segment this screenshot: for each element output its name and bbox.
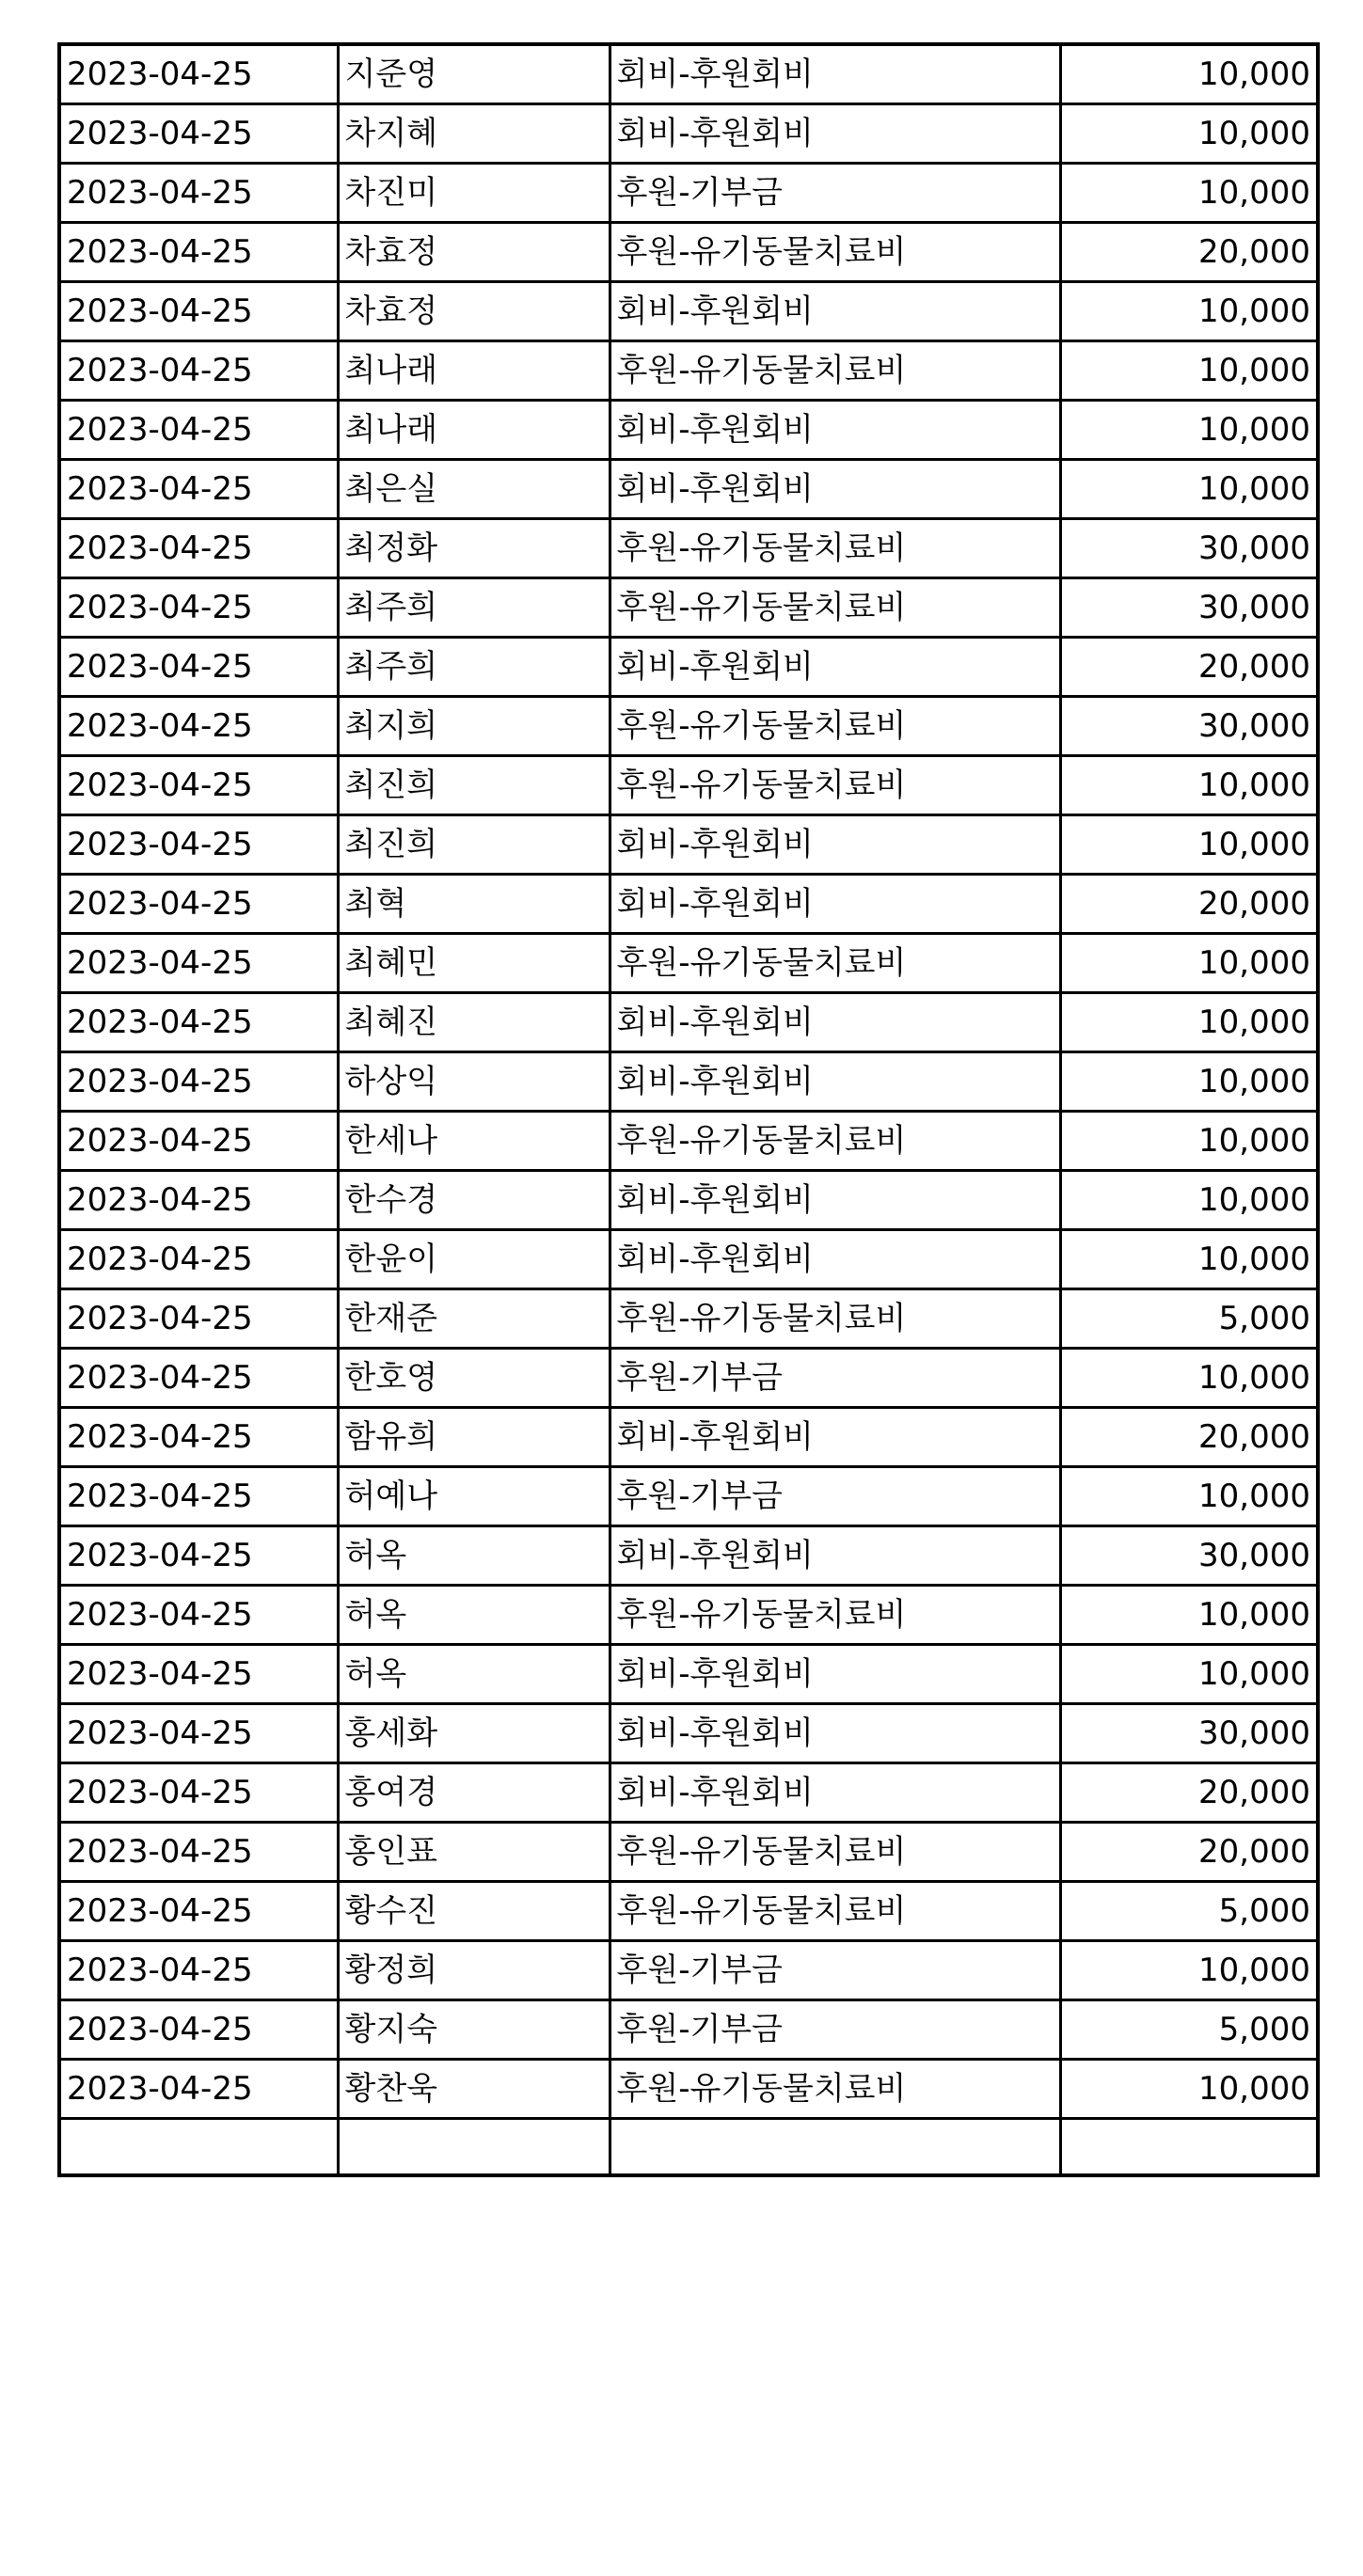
table-row	[59, 1823, 1318, 1882]
amount-cell: 10,000	[1060, 460, 1318, 519]
table-row	[59, 104, 1318, 164]
date-cell: 2023-04-25	[59, 1586, 338, 1645]
donor-name-cell: 황수진	[338, 1882, 610, 1941]
donor-name-cell: 최정화	[338, 519, 610, 578]
donor-name-cell: 허옥	[338, 1526, 610, 1586]
table-row	[59, 697, 1318, 756]
category-cell: 회비-후원회비	[610, 1052, 1060, 1112]
donor-name-cell: 허예나	[338, 1467, 610, 1526]
donor-name-cell: 최나래	[338, 401, 610, 460]
category-cell: 회비-후원회비	[610, 1526, 1060, 1586]
category-cell: 후원-유기동물치료비	[610, 1289, 1060, 1349]
category-cell	[610, 2119, 1060, 2175]
table-row	[59, 638, 1318, 697]
category-cell: 회비-후원회비	[610, 638, 1060, 697]
date-cell: 2023-04-25	[59, 934, 338, 993]
category-cell: 후원-유기동물치료비	[610, 756, 1060, 815]
amount-cell: 20,000	[1060, 223, 1318, 282]
category-cell: 회비-후원회비	[610, 1763, 1060, 1823]
amount-cell: 30,000	[1060, 578, 1318, 638]
table-row	[59, 1526, 1318, 1586]
donor-name-cell: 한윤이	[338, 1230, 610, 1289]
donor-name-cell: 차진미	[338, 164, 610, 223]
donor-name-cell: 홍인표	[338, 1823, 610, 1882]
table-row	[59, 44, 1318, 104]
category-cell: 회비-후원회비	[610, 460, 1060, 519]
date-cell: 2023-04-25	[59, 1882, 338, 1941]
donor-name-cell: 최주희	[338, 578, 610, 638]
table-row	[59, 578, 1318, 638]
donor-name-cell: 차효정	[338, 223, 610, 282]
table-row	[59, 1645, 1318, 1704]
table-row	[59, 815, 1318, 875]
table-row	[59, 401, 1318, 460]
amount-cell: 10,000	[1060, 815, 1318, 875]
table-row	[59, 1763, 1318, 1823]
table-row	[59, 1112, 1318, 1171]
category-cell: 후원-유기동물치료비	[610, 1586, 1060, 1645]
table-row	[59, 282, 1318, 341]
category-cell: 회비-후원회비	[610, 875, 1060, 934]
date-cell: 2023-04-25	[59, 164, 338, 223]
amount-cell: 10,000	[1060, 104, 1318, 164]
amount-cell: 10,000	[1060, 164, 1318, 223]
amount-cell: 10,000	[1060, 1112, 1318, 1171]
ledger-sheet	[57, 42, 1316, 2177]
donor-name-cell: 최주희	[338, 638, 610, 697]
category-cell: 후원-유기동물치료비	[610, 519, 1060, 578]
donor-name-cell: 차지혜	[338, 104, 610, 164]
date-cell: 2023-04-25	[59, 1171, 338, 1230]
donor-name-cell: 황지숙	[338, 2000, 610, 2060]
table-row	[59, 1408, 1318, 1467]
amount-cell: 20,000	[1060, 638, 1318, 697]
date-cell: 2023-04-25	[59, 1941, 338, 2000]
amount-cell: 30,000	[1060, 1526, 1318, 1586]
category-cell: 후원-유기동물치료비	[610, 1882, 1060, 1941]
donor-name-cell: 한세나	[338, 1112, 610, 1171]
category-cell: 후원-유기동물치료비	[610, 1112, 1060, 1171]
amount-cell: 30,000	[1060, 1704, 1318, 1763]
donor-name-cell: 황찬욱	[338, 2060, 610, 2119]
donor-name-cell: 최혁	[338, 875, 610, 934]
table-row	[59, 1349, 1318, 1408]
category-cell: 후원-유기동물치료비	[610, 2060, 1060, 2119]
category-cell: 후원-기부금	[610, 1467, 1060, 1526]
donor-name-cell: 최혜민	[338, 934, 610, 993]
donor-name-cell: 함유희	[338, 1408, 610, 1467]
date-cell: 2023-04-25	[59, 1112, 338, 1171]
date-cell: 2023-04-25	[59, 756, 338, 815]
table-row	[59, 2060, 1318, 2119]
amount-cell: 10,000	[1060, 1586, 1318, 1645]
category-cell: 회비-후원회비	[610, 401, 1060, 460]
donation-ledger-table	[57, 42, 1320, 2177]
amount-cell: 20,000	[1060, 1408, 1318, 1467]
table-row	[59, 756, 1318, 815]
donor-name-cell	[338, 2119, 610, 2175]
date-cell: 2023-04-25	[59, 460, 338, 519]
table-row	[59, 1941, 1318, 2000]
date-cell: 2023-04-25	[59, 104, 338, 164]
amount-cell	[1060, 2119, 1318, 2175]
amount-cell: 10,000	[1060, 1941, 1318, 2000]
donor-name-cell: 홍여경	[338, 1763, 610, 1823]
category-cell: 회비-후원회비	[610, 282, 1060, 341]
table-row	[59, 341, 1318, 401]
donor-name-cell: 차효정	[338, 282, 610, 341]
amount-cell: 10,000	[1060, 341, 1318, 401]
amount-cell: 30,000	[1060, 519, 1318, 578]
table-row	[59, 1467, 1318, 1526]
amount-cell: 20,000	[1060, 1823, 1318, 1882]
category-cell: 후원-기부금	[610, 164, 1060, 223]
table-row	[59, 1171, 1318, 1230]
category-cell: 후원-유기동물치료비	[610, 341, 1060, 401]
date-cell: 2023-04-25	[59, 1763, 338, 1823]
table-row	[59, 2000, 1318, 2060]
amount-cell: 5,000	[1060, 1882, 1318, 1941]
amount-cell: 20,000	[1060, 875, 1318, 934]
table-row	[59, 934, 1318, 993]
donor-name-cell: 한호영	[338, 1349, 610, 1408]
date-cell: 2023-04-25	[59, 1408, 338, 1467]
donor-name-cell: 최지희	[338, 697, 610, 756]
date-cell: 2023-04-25	[59, 638, 338, 697]
category-cell: 회비-후원회비	[610, 1645, 1060, 1704]
table-row	[59, 1230, 1318, 1289]
table-row	[59, 460, 1318, 519]
category-cell: 회비-후원회비	[610, 815, 1060, 875]
category-cell: 회비-후원회비	[610, 1171, 1060, 1230]
date-cell: 2023-04-25	[59, 1645, 338, 1704]
date-cell: 2023-04-25	[59, 1230, 338, 1289]
category-cell: 후원-유기동물치료비	[610, 934, 1060, 993]
amount-cell: 5,000	[1060, 2000, 1318, 2060]
table-row	[59, 875, 1318, 934]
date-cell: 2023-04-25	[59, 341, 338, 401]
date-cell: 2023-04-25	[59, 44, 338, 104]
category-cell: 회비-후원회비	[610, 104, 1060, 164]
donor-name-cell: 최혜진	[338, 993, 610, 1052]
date-cell: 2023-04-25	[59, 1467, 338, 1526]
amount-cell: 10,000	[1060, 756, 1318, 815]
category-cell: 후원-유기동물치료비	[610, 697, 1060, 756]
date-cell: 2023-04-25	[59, 993, 338, 1052]
table-row	[59, 993, 1318, 1052]
category-cell: 후원-기부금	[610, 1349, 1060, 1408]
date-cell: 2023-04-25	[59, 282, 338, 341]
amount-cell: 10,000	[1060, 1349, 1318, 1408]
date-cell: 2023-04-25	[59, 401, 338, 460]
table-row	[59, 1052, 1318, 1112]
amount-cell: 10,000	[1060, 282, 1318, 341]
category-cell: 회비-후원회비	[610, 44, 1060, 104]
date-cell: 2023-04-25	[59, 223, 338, 282]
date-cell: 2023-04-25	[59, 875, 338, 934]
amount-cell: 10,000	[1060, 401, 1318, 460]
table-row	[59, 1586, 1318, 1645]
amount-cell: 30,000	[1060, 697, 1318, 756]
table-row	[59, 1704, 1318, 1763]
date-cell	[59, 2119, 338, 2175]
ledger-body	[59, 44, 1318, 2175]
donor-name-cell: 최진희	[338, 815, 610, 875]
date-cell: 2023-04-25	[59, 1349, 338, 1408]
amount-cell: 10,000	[1060, 44, 1318, 104]
amount-cell: 10,000	[1060, 1052, 1318, 1112]
category-cell: 회비-후원회비	[610, 1704, 1060, 1763]
table-row	[59, 1289, 1318, 1349]
date-cell: 2023-04-25	[59, 1704, 338, 1763]
amount-cell: 10,000	[1060, 1645, 1318, 1704]
table-row	[59, 519, 1318, 578]
amount-cell: 10,000	[1060, 1230, 1318, 1289]
category-cell: 회비-후원회비	[610, 993, 1060, 1052]
donor-name-cell: 지준영	[338, 44, 610, 104]
donor-name-cell: 최은실	[338, 460, 610, 519]
donor-name-cell: 황정희	[338, 1941, 610, 2000]
date-cell: 2023-04-25	[59, 2000, 338, 2060]
donor-name-cell: 한재준	[338, 1289, 610, 1349]
amount-cell: 10,000	[1060, 1467, 1318, 1526]
table-row	[59, 223, 1318, 282]
category-cell: 후원-기부금	[610, 1941, 1060, 2000]
donor-name-cell: 홍세화	[338, 1704, 610, 1763]
amount-cell: 10,000	[1060, 934, 1318, 993]
amount-cell: 10,000	[1060, 2060, 1318, 2119]
category-cell: 회비-후원회비	[610, 1230, 1060, 1289]
date-cell: 2023-04-25	[59, 815, 338, 875]
category-cell: 후원-유기동물치료비	[610, 223, 1060, 282]
category-cell: 회비-후원회비	[610, 1408, 1060, 1467]
date-cell: 2023-04-25	[59, 1289, 338, 1349]
category-cell: 후원-유기동물치료비	[610, 578, 1060, 638]
category-cell: 후원-유기동물치료비	[610, 1823, 1060, 1882]
table-row	[59, 164, 1318, 223]
date-cell: 2023-04-25	[59, 1526, 338, 1586]
donor-name-cell: 최진희	[338, 756, 610, 815]
amount-cell: 10,000	[1060, 1171, 1318, 1230]
table-row	[59, 2119, 1318, 2175]
amount-cell: 5,000	[1060, 1289, 1318, 1349]
amount-cell: 10,000	[1060, 993, 1318, 1052]
amount-cell: 20,000	[1060, 1763, 1318, 1823]
date-cell: 2023-04-25	[59, 2060, 338, 2119]
date-cell: 2023-04-25	[59, 578, 338, 638]
date-cell: 2023-04-25	[59, 697, 338, 756]
date-cell: 2023-04-25	[59, 1052, 338, 1112]
table-row	[59, 1882, 1318, 1941]
donor-name-cell: 허옥	[338, 1645, 610, 1704]
donor-name-cell: 하상익	[338, 1052, 610, 1112]
date-cell: 2023-04-25	[59, 519, 338, 578]
donor-name-cell: 한수경	[338, 1171, 610, 1230]
donor-name-cell: 최나래	[338, 341, 610, 401]
date-cell: 2023-04-25	[59, 1823, 338, 1882]
donor-name-cell: 허옥	[338, 1586, 610, 1645]
category-cell: 후원-기부금	[610, 2000, 1060, 2060]
